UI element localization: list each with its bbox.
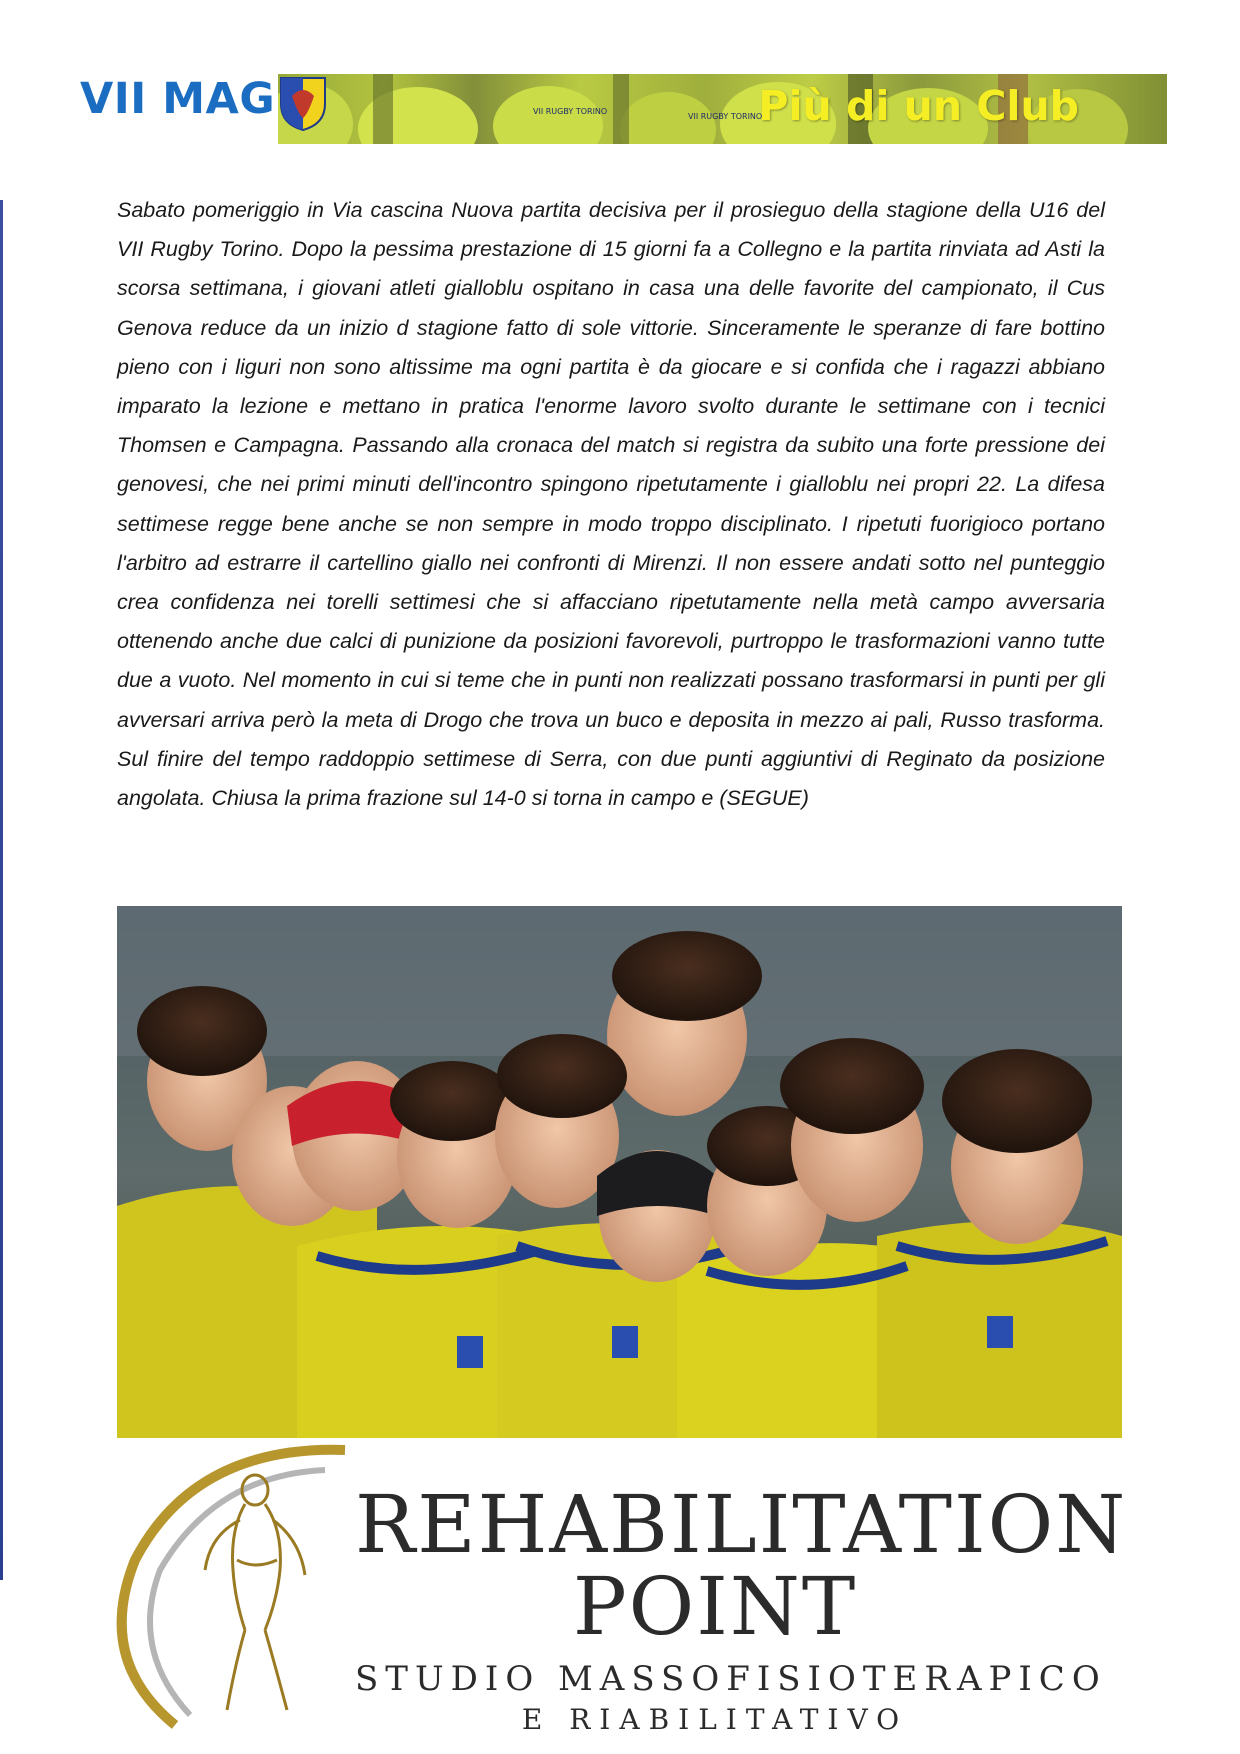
sponsor-name-line2: POINT <box>572 1560 858 1653</box>
svg-text:VII RUGBY TORINO: VII RUGBY TORINO <box>533 107 608 116</box>
svg-text:VII RUGBY TORINO: VII RUGBY TORINO <box>688 112 763 121</box>
header-banner <box>278 74 1167 144</box>
club-crest-icon <box>278 74 328 132</box>
issue-title: VII MAG <box>80 74 276 124</box>
sponsor-emblem-icon <box>115 1440 375 1730</box>
sponsor-subtitle-line1: STUDIO MASSOFISIOTERAPICO <box>355 1659 1107 1699</box>
sponsor-name-line1: REHABILITATION <box>355 1478 1128 1571</box>
banner-title: Più di un Club <box>758 82 1079 130</box>
sponsor-subtitle-line2: E RIABILITATIVO <box>521 1703 909 1736</box>
page-edge-bar <box>0 200 3 1580</box>
team-photo-graphic <box>117 906 1122 1438</box>
sponsor-logo <box>115 1440 1128 1736</box>
team-photo <box>117 906 1122 1438</box>
article-body: Sabato pomeriggio in Via cascina Nuova partita decisiva per il prosieguo della stagione della U16 del VII Rugby Torino. Dopo la pessima prestazione di 15 giorni fa a Collegno e la partita rinviata ad Asti la scorsa settimana, i giovani atleti gialloblu ospitano in casa una delle favorite del campionato, il Cus Genova reduce da un inizio d stagione fatto di sole vittorie. Sinceramente le speranze di fare bottino pieno con i liguri non sono altissime ma ogni partita è da giocare e si confida che i ragazzi abbiano imparato la lezione e mettano in pratica l'enorme lavoro svolto durante le settimane con i tecnici Thomsen e Campagna. Passando alla cronaca del match si registra da subito una forte pressione dei genovesi, che nei primi minuti dell'incontro spingono ripetutamente i gialloblu nei propri 22. La difesa settimese regge bene anche se non sempre in modo troppo disciplinato. I ripetuti fuorigioco portano l'arbitro ad estrarre il cartellino giallo nei confronti di Mirenzi. Il non essere andati sotto nel punteggio crea confidenza nei torelli settimesi che si affacciano ripetutamente nella metà campo avversaria ottenendo anche due calci di punizione da posizioni favorevoli, purtroppo le trasformazioni vanno tutte due a vuoto. Nel momento in cui si teme che in punti non realizzati possano trasformarsi in punti per gli avversari arriva però la meta di Drogo che trova un buco e deposita in mezzo ai pali, Russo trasforma. Sul finire del tempo raddoppio settimese di Serra, con due punti aggiuntivi di Reginato da posizione angolata. Chiusa la prima frazione sul 14-0 si torna in campo e (SEGUE) <box>117 198 1105 811</box>
